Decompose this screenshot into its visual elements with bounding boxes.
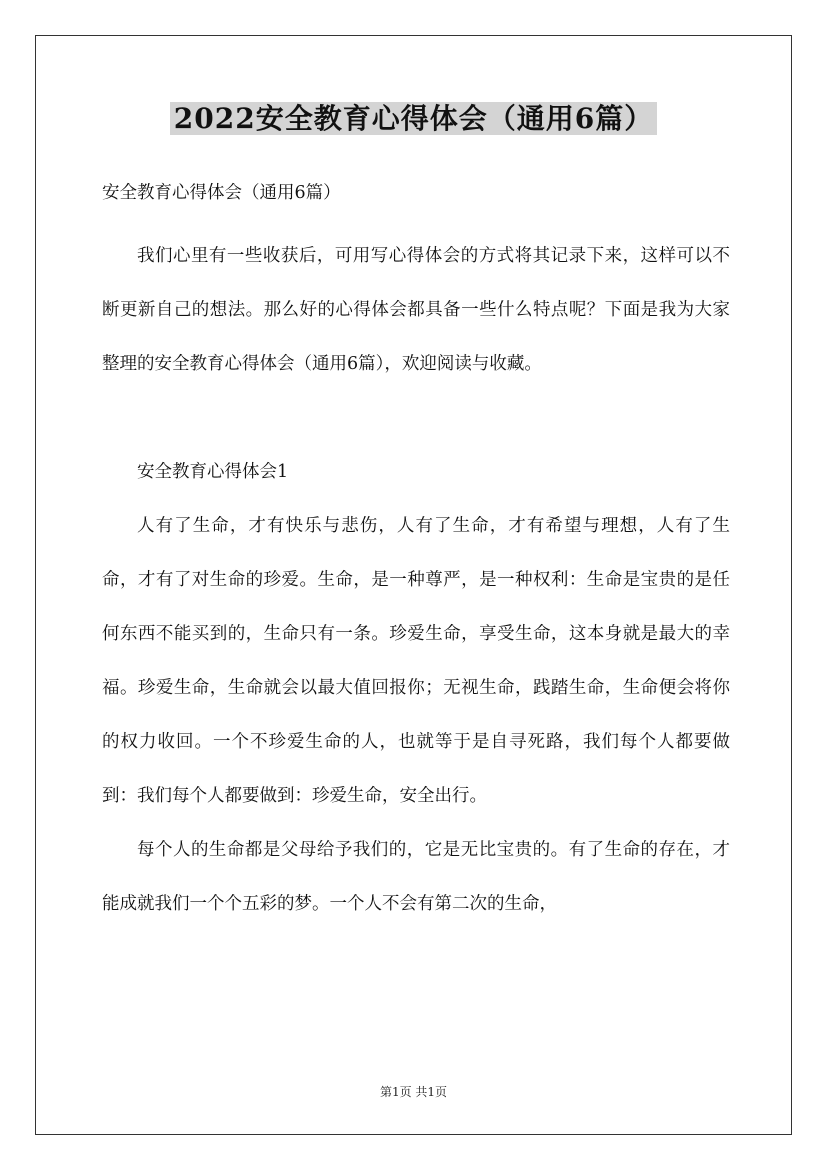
document-title-text: 2022安全教育心得体会（通用6篇） <box>170 102 657 135</box>
document-subtitle: 安全教育心得体会（通用6篇） <box>102 183 341 203</box>
document-body <box>102 172 730 931</box>
intro-paragraph: 我们心里有一些收获后，可用写心得体会的方式将其记录下来，这样可以不断更新自己的想法。那么好的心得体会都具备一些什么特点呢？下面是我为大家整理的安全教育心得体会（通用6篇），欢迎阅读与收藏。 <box>102 246 730 374</box>
section-heading: 安全教育心得体会1 <box>137 462 289 482</box>
document-title <box>0 98 827 140</box>
body-paragraph-2: 每个人的生命都是父母给予我们的，它是无比宝贵的。有了生命的存在，才能成就我们一个个五彩的梦。一个人不会有第二次的生命， <box>102 840 730 914</box>
body-paragraph-1: 人有了生命，才有快乐与悲伤，人有了生命，才有希望与理想，人有了生命，才有了对生命的珍爱。生命，是一种尊严，是一种权利：生命是宝贵的是任何东西不能买到的，生命只有一条。珍爱生命，享受生命，这本身就是最大的幸福。珍爱生命，生命就会以最大值回报你；无视生命，践踏生命，生命便会将你的权力收回。一个不珍爱生命的人，也就等于是自寻死路，我们每个人都要做到：我们每个人都要做到：珍爱生命，安全出行。 <box>102 516 730 806</box>
page-footer: 第1页 共1页 <box>379 1085 448 1099</box>
